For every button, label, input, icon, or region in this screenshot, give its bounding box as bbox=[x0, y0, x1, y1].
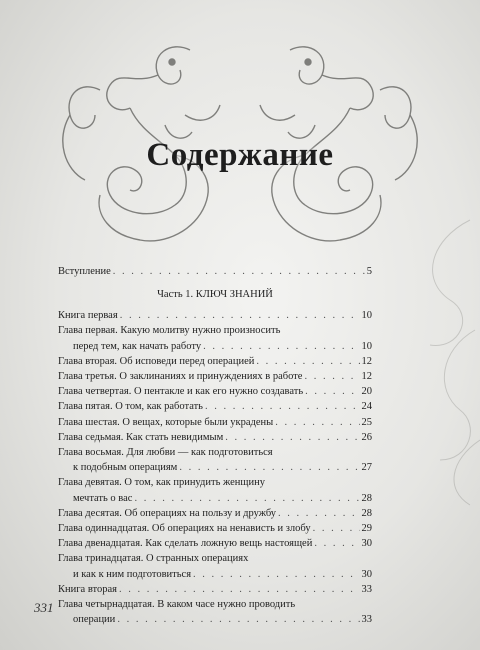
toc-entry-label: Глава пятая. О том, как работать bbox=[58, 401, 203, 413]
toc-entry-page: 27 bbox=[361, 462, 372, 474]
page-title: Содержание bbox=[146, 137, 334, 173]
toc-entry-label: Вступление bbox=[58, 266, 111, 277]
toc-entry-page: 12 bbox=[361, 371, 372, 383]
leader-dots bbox=[113, 264, 365, 279]
toc-entry-page: 33 bbox=[361, 614, 372, 626]
toc-entry-label: Глава шестая. О вещах, которые были украдены bbox=[58, 416, 274, 428]
toc-entry-label: Глава первая. Какую молитву нужно произносить bbox=[58, 325, 281, 337]
leader-dots bbox=[120, 308, 360, 323]
leader-dots bbox=[134, 491, 359, 506]
leader-dots bbox=[225, 430, 359, 445]
leader-dots bbox=[179, 460, 359, 475]
background-flourish bbox=[390, 210, 480, 510]
leader-dots bbox=[193, 567, 359, 582]
toc-entry-label: Глава вторая. Об исповеди перед операцией bbox=[58, 355, 255, 367]
toc-entry-page: 10 bbox=[361, 310, 372, 322]
toc-entry-page: 28 bbox=[361, 492, 372, 504]
toc-entry bbox=[58, 551, 372, 566]
toc-entry-label: к подобным операциям bbox=[73, 462, 178, 474]
toc-entry-page: 25 bbox=[361, 416, 372, 428]
leader-dots bbox=[117, 612, 359, 627]
toc-entry bbox=[58, 399, 372, 414]
toc-entry bbox=[58, 354, 372, 369]
leader-dots bbox=[119, 582, 360, 597]
toc-entry-page: 33 bbox=[361, 583, 372, 595]
toc-entry bbox=[58, 430, 372, 445]
toc-entry-page: 5 bbox=[366, 266, 372, 277]
toc-entry bbox=[58, 460, 372, 475]
toc-entry bbox=[58, 491, 372, 506]
toc-entry-label: Глава одиннадцатая. Об операциях на ненависть и злобу bbox=[58, 523, 311, 535]
toc-entry bbox=[58, 597, 372, 612]
toc-entry bbox=[58, 582, 372, 597]
toc-entry-label: и как к ним подготовиться bbox=[73, 568, 192, 580]
toc-entry-label: мечтать о вас bbox=[73, 492, 133, 504]
toc-entry-label: операции bbox=[73, 614, 116, 626]
toc-entry bbox=[58, 521, 372, 536]
toc-entry bbox=[58, 567, 372, 582]
toc-entry-label: Глава девятая. О том, как принудить женщину bbox=[58, 477, 265, 489]
leader-dots bbox=[278, 506, 359, 521]
toc-entry-page: 29 bbox=[361, 523, 372, 535]
page-number: 331 bbox=[34, 600, 54, 615]
toc-entry-page: 30 bbox=[361, 568, 372, 580]
toc-entry-page: 12 bbox=[361, 355, 372, 367]
toc-entry bbox=[58, 536, 372, 551]
toc-entry bbox=[58, 339, 372, 354]
toc-entry-page: 28 bbox=[361, 507, 372, 519]
leader-dots bbox=[313, 521, 360, 536]
toc-entry-page: 24 bbox=[361, 401, 372, 413]
toc-entry-label: Глава четвертая. О пентакле и как его нужно создавать bbox=[58, 386, 304, 398]
table-of-contents bbox=[58, 264, 372, 627]
toc-entry-page: 26 bbox=[361, 431, 372, 443]
leader-dots bbox=[304, 369, 359, 384]
toc-entry-label: Глава третья. О заклинаниях и принуждениях в работе bbox=[58, 371, 303, 383]
toc-entry-page: 10 bbox=[361, 340, 372, 352]
leader-dots bbox=[256, 354, 359, 369]
toc-entry bbox=[58, 415, 372, 430]
toc-entry bbox=[58, 475, 372, 490]
leader-dots bbox=[275, 415, 359, 430]
toc-entry bbox=[58, 612, 372, 627]
toc-entry-label: Книга первая bbox=[58, 310, 118, 322]
toc-entry-label: Глава десятая. Об операциях на пользу и дружбу bbox=[58, 507, 277, 519]
toc-entry-page: 30 bbox=[361, 538, 372, 550]
toc-entry bbox=[58, 384, 372, 399]
toc-entry bbox=[58, 308, 372, 323]
toc-entry bbox=[58, 506, 372, 521]
toc-entry-label: Глава тринадцатая. О странных операциях bbox=[58, 553, 249, 565]
toc-entry bbox=[58, 445, 372, 460]
toc-entry-label: перед тем, как начать работу bbox=[73, 340, 202, 352]
toc-entry bbox=[58, 323, 372, 338]
leader-dots bbox=[314, 536, 359, 551]
toc-entry-label: Глава четырнадцатая. В каком часе нужно проводить bbox=[58, 599, 296, 611]
toc-entry-label: Глава седьмая. Как стать невидимым bbox=[58, 431, 224, 443]
toc-entry-page: 20 bbox=[361, 386, 372, 398]
toc-entry-label: Глава восьмая. Для любви — как подготовиться bbox=[58, 447, 273, 459]
part-heading: Часть 1. КЛЮЧ ЗНАНИЙ bbox=[157, 289, 273, 301]
leader-dots bbox=[305, 384, 359, 399]
toc-entry bbox=[58, 369, 372, 384]
toc-entry-label: Книга вторая bbox=[58, 583, 117, 595]
leader-dots bbox=[205, 399, 360, 414]
toc-entry-intro bbox=[58, 264, 372, 279]
toc-entries bbox=[58, 308, 372, 627]
toc-entry-label: Глава двенадцатая. Как сделать ложную вещь настоящей bbox=[58, 538, 313, 550]
leader-dots bbox=[203, 339, 359, 354]
